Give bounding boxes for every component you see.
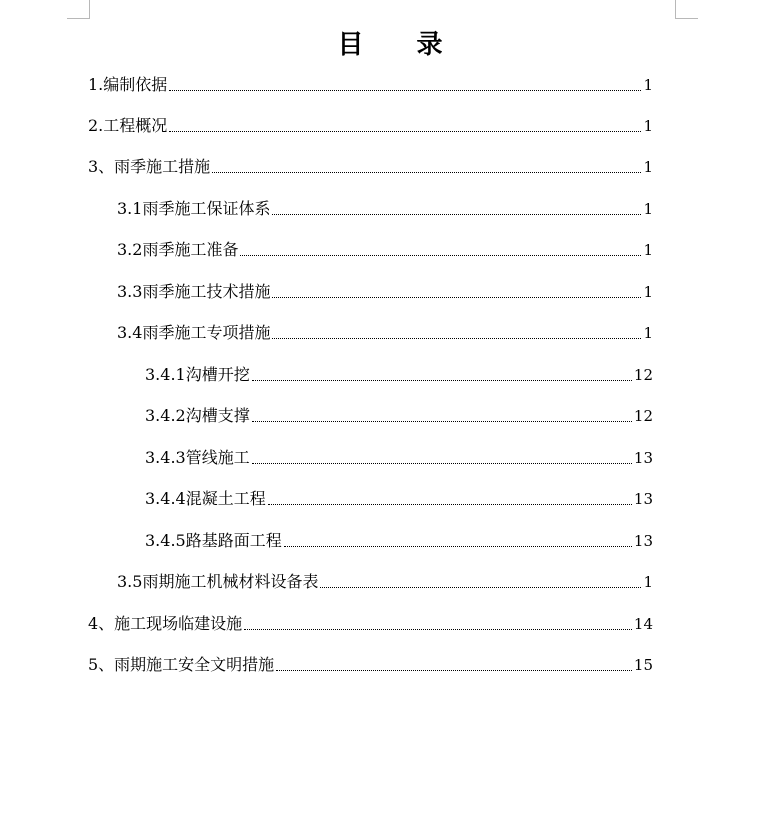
toc-entry-label: 3.4.4混凝土工程 bbox=[145, 489, 266, 508]
toc-entry-page: 12 bbox=[633, 407, 653, 425]
dot-leader bbox=[276, 670, 632, 671]
dot-leader bbox=[212, 172, 641, 173]
toc-entry-label: 3、雨季施工措施 bbox=[88, 157, 211, 176]
toc-entry-page: 13 bbox=[633, 449, 653, 467]
toc-entry-label: 5、雨期施工安全文明措施 bbox=[88, 655, 275, 674]
dot-leader bbox=[272, 297, 641, 298]
toc-entry-label: 3.1雨季施工保证体系 bbox=[117, 199, 271, 218]
toc-entry[interactable] bbox=[88, 652, 653, 676]
dot-leader bbox=[272, 214, 641, 215]
dot-leader bbox=[320, 587, 641, 588]
toc-entry-label: 2.工程概况 bbox=[88, 116, 168, 135]
toc-entry-page: 1 bbox=[643, 241, 653, 259]
dot-leader bbox=[252, 380, 632, 381]
toc-entry[interactable] bbox=[88, 113, 653, 137]
toc-entry-page: 15 bbox=[633, 656, 653, 674]
dot-leader bbox=[169, 90, 641, 91]
toc-entry-page: 1 bbox=[643, 573, 653, 591]
toc-entry-label: 3.5雨期施工机械材料设备表 bbox=[117, 572, 319, 591]
toc-entry[interactable] bbox=[145, 362, 653, 386]
toc-entry-page: 1 bbox=[643, 117, 653, 135]
toc-entry-label: 3.4.2沟槽支撑 bbox=[145, 406, 250, 425]
toc-entry[interactable] bbox=[88, 611, 653, 635]
dot-leader bbox=[268, 504, 632, 505]
dot-leader bbox=[252, 463, 632, 464]
toc-entry-page: 1 bbox=[643, 200, 653, 218]
toc-entry-page: 1 bbox=[643, 324, 653, 342]
toc-entry-label: 4、施工现场临建设施 bbox=[88, 614, 243, 633]
toc-entry[interactable] bbox=[117, 196, 653, 220]
toc-entry[interactable] bbox=[117, 279, 653, 303]
dot-leader bbox=[244, 629, 632, 630]
toc-entry-page: 13 bbox=[633, 490, 653, 508]
toc-entry-page: 1 bbox=[643, 76, 653, 94]
dot-leader bbox=[284, 546, 632, 547]
toc-entry-label: 3.4.1沟槽开挖 bbox=[145, 365, 250, 384]
toc-entry-page: 14 bbox=[633, 615, 653, 633]
toc-title: 目 录 bbox=[337, 30, 465, 60]
toc-entry-page: 1 bbox=[643, 158, 653, 176]
dot-leader bbox=[240, 255, 641, 256]
toc-entry[interactable] bbox=[117, 320, 653, 344]
toc-entry-page: 13 bbox=[633, 532, 653, 550]
toc-entry[interactable] bbox=[145, 445, 653, 469]
toc-entry[interactable] bbox=[145, 528, 653, 552]
toc-entry[interactable] bbox=[117, 237, 653, 261]
page-corner-mark-right bbox=[675, 0, 698, 19]
toc-entry-label: 3.4雨季施工专项措施 bbox=[117, 323, 271, 342]
dot-leader bbox=[169, 131, 641, 132]
toc-entry-label: 3.4.5路基路面工程 bbox=[145, 531, 282, 550]
page-corner-mark-left bbox=[67, 0, 90, 19]
toc-entry-label: 3.3雨季施工技术措施 bbox=[117, 282, 271, 301]
toc-entry[interactable] bbox=[145, 403, 653, 427]
toc-entry[interactable] bbox=[117, 569, 653, 593]
dot-leader bbox=[272, 338, 641, 339]
toc-entry[interactable] bbox=[88, 154, 653, 178]
toc-entry-label: 1.编制依据 bbox=[88, 75, 168, 94]
toc-entry[interactable] bbox=[145, 486, 653, 510]
toc-entry-page: 1 bbox=[643, 283, 653, 301]
toc-entry-page: 12 bbox=[633, 366, 653, 384]
toc-entry[interactable] bbox=[88, 72, 653, 96]
toc-entry-label: 3.2雨季施工准备 bbox=[117, 240, 239, 259]
dot-leader bbox=[252, 421, 632, 422]
toc-entry-label: 3.4.3管线施工 bbox=[145, 448, 250, 467]
